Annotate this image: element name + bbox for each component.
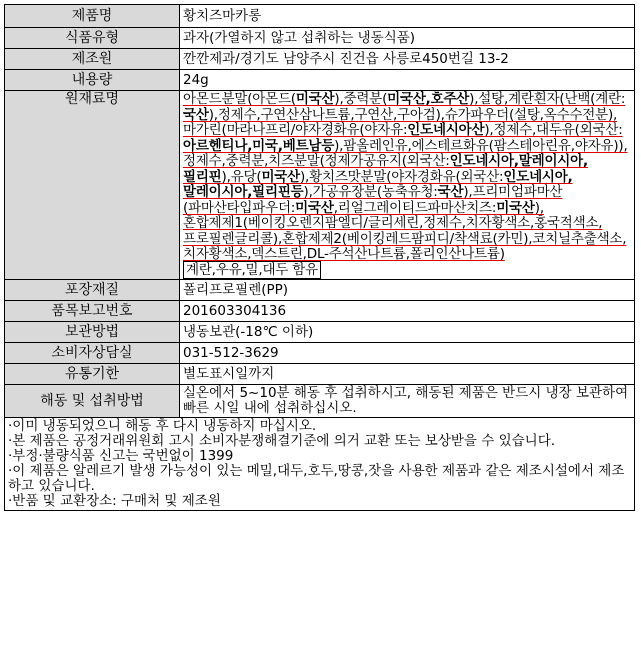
ing-part: ),가공유장분(농축유청: — [303, 184, 438, 200]
ing-part: ),팜올레인유,에스테르화유(팜스테아린유,야자유)),정제수,중력분,치즈분말(정제가공유지(외국산: — [183, 137, 628, 169]
label-consumer-office: 소비자상담실 — [5, 343, 180, 364]
row-thaw — [5, 385, 635, 418]
ing-part: ),중력분( — [334, 91, 388, 107]
ing-origin: 미국산,호주산 — [387, 91, 470, 107]
label-packaging: 포장재질 — [5, 280, 180, 301]
row-storage — [5, 322, 635, 343]
label-expiry: 유통기한 — [5, 364, 180, 385]
ing-part: ),정제수,구연산삼나트륨,구연산,구아검),슈가파우더(설탕,옥수수전분),마가린(마라나프리/야자경화유(야자유: — [183, 106, 618, 138]
value-food-type: 과자(가열하지 않고 섭취하는 냉동식품) — [180, 28, 635, 49]
row-capacity — [5, 70, 635, 91]
ing-origin: 미국산 — [295, 91, 335, 107]
label-manufacturer: 제조원 — [5, 49, 180, 70]
row-product-name — [5, 5, 635, 28]
ing-origin: 아르헨티나,미국,베트남등 — [183, 137, 335, 154]
label-storage: 보관방법 — [5, 322, 180, 343]
ing-part: ),황치즈맛분말(야자경화유(외국산: — [299, 168, 504, 185]
ing-part: ),유당( — [221, 168, 262, 185]
note-item: ·이 제품은 알레르기 발생 가능성이 있는 메밀,대두,호두,땅콩,잣을 사용한 제품과 같은 제조시설에서 제조하고 있습니다. — [8, 463, 625, 494]
row-notes — [5, 418, 635, 511]
product-info-table — [4, 4, 635, 511]
row-packaging — [5, 280, 635, 301]
allergen-notice: 계란,우유,밀,대두 함유 — [183, 261, 321, 279]
ing-origin: 국산 — [437, 184, 464, 200]
ing-origin: 인도네시아산 — [407, 122, 485, 138]
note-item: ·본 제품은 공정거래위원회 고시 소비자분쟁해결기준에 의거 교환 또는 보상받을 수 있습니다. — [8, 433, 556, 449]
value-capacity: 24g — [180, 70, 635, 91]
ing-part: ),정제수,대두유(외국산: — [484, 122, 623, 138]
ing-origin: 인도네시아,말레이시아,필리핀 — [183, 153, 588, 185]
label-thaw: 해동 및 섭취방법 — [5, 385, 180, 418]
value-consumer-office: 031-512-3629 — [180, 343, 635, 364]
value-expiry: 별도표시일까지 — [180, 364, 635, 385]
row-expiry — [5, 364, 635, 385]
row-ingredients — [5, 91, 635, 280]
row-food-type — [5, 28, 635, 49]
note-item: ·부정·불량식품 신고는 국번없이 1399 — [8, 448, 234, 464]
ing-part: ),프리미엄파마산(파마산타입파우더: — [183, 184, 563, 216]
ing-part: ,리얼그레이티드파마산치즈: — [333, 199, 497, 216]
value-storage: 냉동보관(-18℃ 이하) — [180, 322, 635, 343]
label-product-name: 제품명 — [5, 5, 180, 28]
note-item: ·이미 냉동되었으니 해동 후 다시 냉동하지 마십시오. — [8, 418, 317, 434]
ing-origin: 미국산 — [295, 199, 334, 216]
notes-block — [5, 418, 635, 511]
row-manufacturer — [5, 49, 635, 70]
label-food-type: 식품유형 — [5, 28, 180, 49]
row-consumer-office — [5, 343, 635, 364]
ing-part: 아몬드분말(아몬드( — [183, 91, 296, 107]
ing-origin: 미국산 — [261, 168, 300, 185]
ing-part: ),설탕,계란흰자(난백(계란: — [469, 91, 626, 107]
label-report-no: 품목보고번호 — [5, 301, 180, 322]
ing-part: ),혼합제제1(베이킹오렌지팜엘디/글리세린,정제수,치자황색소,홍국적색소,프로필렌글리콜),혼합제제2(베이킹레드팜피디/착색료(카민),코치닐추출색소,치자황색소,덱스트린,DL-주석산나트륨,폴리인산나트륨) — [183, 199, 627, 262]
label-ingredients: 원재료명 — [5, 91, 180, 280]
value-report-no: 201603304136 — [180, 301, 635, 322]
ing-origin: 국산 — [183, 106, 209, 123]
value-thaw: 실온에서 5~10분 해동 후 섭취하시고, 해동된 제품은 반드시 냉장 보관하여 빠른 시일 내에 섭취하십시오. — [180, 385, 635, 418]
value-manufacturer: 깐깐제과/경기도 남양주시 진건읍 사릉로450번길 13-2 — [180, 49, 635, 70]
ing-origin: 미국산 — [496, 199, 535, 216]
label-capacity: 내용량 — [5, 70, 180, 91]
row-report-no — [5, 301, 635, 322]
ing-origin: 인도네시아,말레이시아,필리핀등 — [183, 168, 573, 200]
value-packaging: 폴리프로필렌(PP) — [180, 280, 635, 301]
value-product-name: 황치즈마카롱 — [180, 5, 635, 28]
value-ingredients — [180, 91, 635, 280]
note-item: ·반품 및 교환장소: 구매처 및 제조원 — [8, 493, 221, 509]
